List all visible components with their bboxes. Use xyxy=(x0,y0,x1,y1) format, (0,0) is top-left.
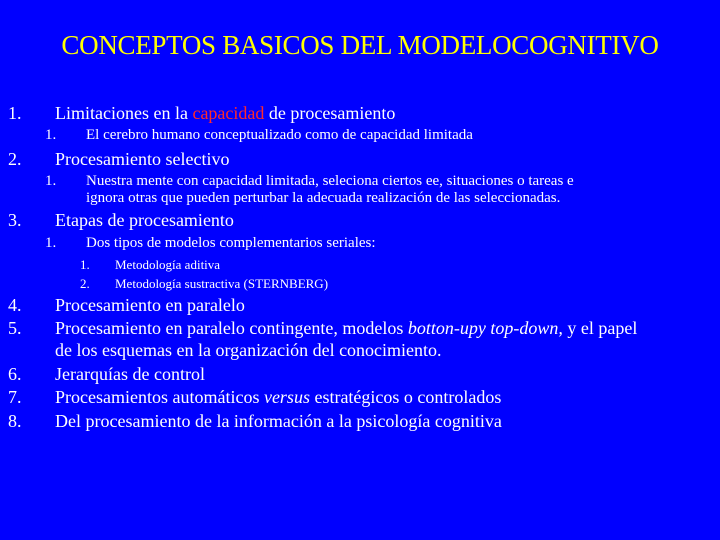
highlight-word: capacidad xyxy=(192,103,265,123)
item-text-pre: Procesamiento en paralelo contingente, modelos xyxy=(55,318,408,338)
item-number: 5. xyxy=(8,318,22,338)
item-text-italic: versus xyxy=(263,387,310,407)
item-text-pre: Limitaciones en la xyxy=(55,103,193,123)
sub-item-text: El cerebro humano conceptualizado como de capacidad limitada xyxy=(86,127,473,143)
item-text xyxy=(55,102,395,124)
item-number: 6. xyxy=(8,364,22,384)
item-number: 1. xyxy=(8,103,22,123)
slide-title: CONCEPTOS BASICOS DEL MODELOCOGNITIVO xyxy=(61,30,659,60)
item-text xyxy=(55,317,637,339)
sub-sub-item-text: Metodología aditiva xyxy=(115,257,221,272)
item-text: Procesamiento en paralelo xyxy=(55,295,245,315)
item-number: 3. xyxy=(8,210,22,230)
item-text: Jerarquías de control xyxy=(55,364,205,384)
sub-item-text: Dos tipos de modelos complementarios seriales: xyxy=(86,235,376,251)
item-number: 8. xyxy=(8,411,22,431)
item-number: 7. xyxy=(8,387,22,407)
item-text-line2: de los esquemas en la organización del conocimiento. xyxy=(55,340,442,360)
item-number: 4. xyxy=(8,295,22,315)
item-text xyxy=(55,386,501,408)
item-number: 2. xyxy=(8,149,22,169)
sub-sub-item-number: 1. xyxy=(80,257,90,272)
item-text-post: de procesamiento xyxy=(264,103,396,123)
item-text: Del procesamiento de la información a la psicología cognitiva xyxy=(55,411,502,431)
sub-item-text-line1: Nuestra mente con capacidad limitada, seleciona ciertos ee, situaciones o tareas e xyxy=(86,173,574,189)
item-text: Procesamiento selectivo xyxy=(55,149,230,169)
sub-item-number: 1. xyxy=(45,127,57,143)
item-text-post: y el papel xyxy=(562,318,638,338)
item-text-pre: Procesamientos automáticos xyxy=(55,387,264,407)
item-text: Etapas de procesamiento xyxy=(55,210,234,230)
sub-sub-item-text: Metodología sustractiva (STERNBERG) xyxy=(115,276,329,291)
sub-item-number: 1. xyxy=(45,235,57,251)
sub-item-number: 1. xyxy=(45,173,57,189)
item-text-post: estratégicos o controlados xyxy=(309,387,502,407)
item-text-italic: botton-upy top-down, xyxy=(407,318,563,338)
sub-sub-item-number: 2. xyxy=(80,276,90,291)
sub-item-text-line2: ignora otras que pueden perturbar la adecuada realización de las seleccionadas. xyxy=(86,190,561,206)
